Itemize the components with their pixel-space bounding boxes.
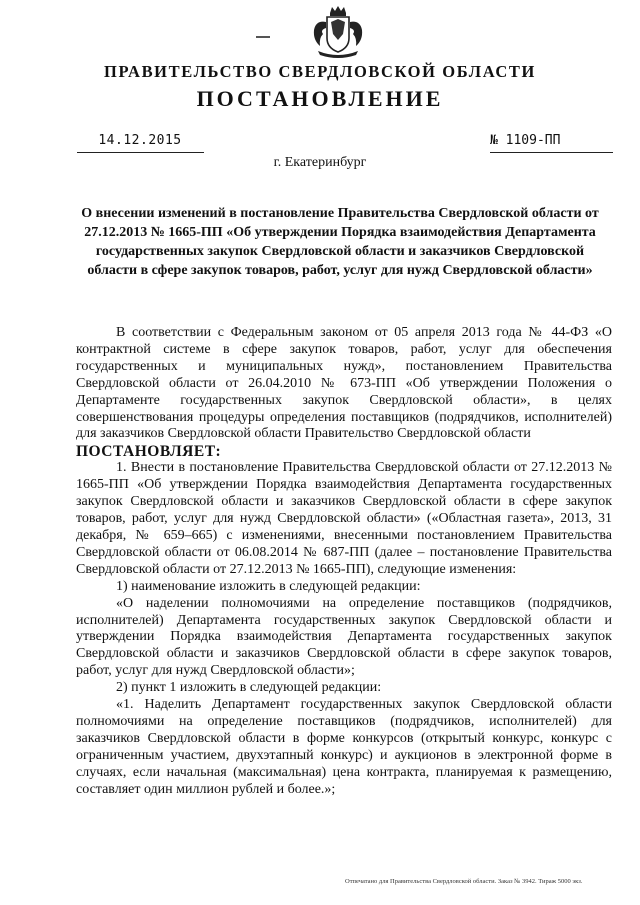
document-subject: О внесении изменений в постановление Правительства Свердловской области от 27.12.2013 № 1665-ПП «Об утверждении Порядка взаимодействия Департамента государственных закупок Свердловской области и заказчиков Свердловской области в сфере закупок товаров, работ, услуг для нужд Свердловской области» bbox=[81, 206, 599, 278]
item-1-paragraph: 1. Внести в постановление Правительства Свердловской области от 27.12.2013 № 1665-ПП «Об утверждении Порядка взаимодействия Департамента государственных закупок Свердловской области и заказчиков Свердловской области в сфере закупок товаров, работ, услуг для нужд Свердловской области» («Областная газета», 2013, 31 декабря, № 659–665) с изменениями, внесенными постановлением Правительства Свердловской области от 06.08.2014 № 687-ПП (далее – постановление Правительства Свердловской области от 27.12.2013 № 1665-ПП), следующие изменения: bbox=[76, 460, 612, 577]
print-footer: Отпечатано для Правительства Свердловской области. Заказ № 3942. Тираж 5000 экз. bbox=[345, 878, 583, 885]
coat-of-arms-icon bbox=[310, 4, 366, 60]
document-date: 14.12.2015 bbox=[98, 133, 182, 148]
quote-1-paragraph: «О наделении полномочиями на определение поставщиков (подрядчиков, исполнителей) Департамента государственных закупок Свердловской области и утверждении Порядка взаимодействия Департамента государственных закупок Свердловской области и заказчиков Свердловской области в сфере закупок товаров, работ, услуг для нужд Свердловской области»; bbox=[76, 595, 612, 679]
scan-mark bbox=[256, 36, 270, 38]
document-city: г. Екатеринбург bbox=[273, 155, 367, 170]
document-number: № 1109-ПП bbox=[490, 133, 561, 148]
date-underline bbox=[77, 152, 204, 153]
subitem-1-paragraph: 1) наименование изложить в следующей редакции: bbox=[116, 578, 421, 594]
document-body bbox=[76, 325, 612, 798]
quote-2-paragraph: «1. Наделить Департамент государственных закупок Свердловской области полномочиями на определение поставщиков (подрядчиков, исполнителей) для заказчиков Свердловской области в форме конкурсов (открытый конкурс, конкурс с ограниченным участием, двухэтапный конкурс) и аукционов в электронной форме в случаях, если начальная (максимальная) цена контракта, планируемая к размещению, составляет один миллион рублей и более.»; bbox=[76, 697, 612, 797]
preamble-paragraph: В соответствии с Федеральным законом от 05 апреля 2013 года № 44-ФЗ «О контрактной системе в сфере закупок товаров, работ, услуг для обеспечения государственных и муниципальных нужд», постановлением Правительства Свердловской области от 26.04.2010 № 673-ПП «Об утверждении Положения о Департаменте государственных закупок Свердловской области», в целях совершенствования процедуры определения поставщиков (подрядчиков, исполнителей) для заказчиков Свердловской области Правительство Свердловской области bbox=[76, 325, 612, 442]
document-type: ПОСТАНОВЛЕНИЕ bbox=[196, 86, 444, 111]
subitem-2-paragraph: 2) пункт 1 изложить в следующей редакции: bbox=[116, 680, 382, 696]
government-title: ПРАВИТЕЛЬСТВО СВЕРДЛОВСКОЙ ОБЛАСТИ bbox=[104, 62, 536, 81]
number-underline bbox=[490, 152, 613, 153]
decree-heading: ПОСТАНОВЛЯЕТ: bbox=[76, 443, 222, 461]
